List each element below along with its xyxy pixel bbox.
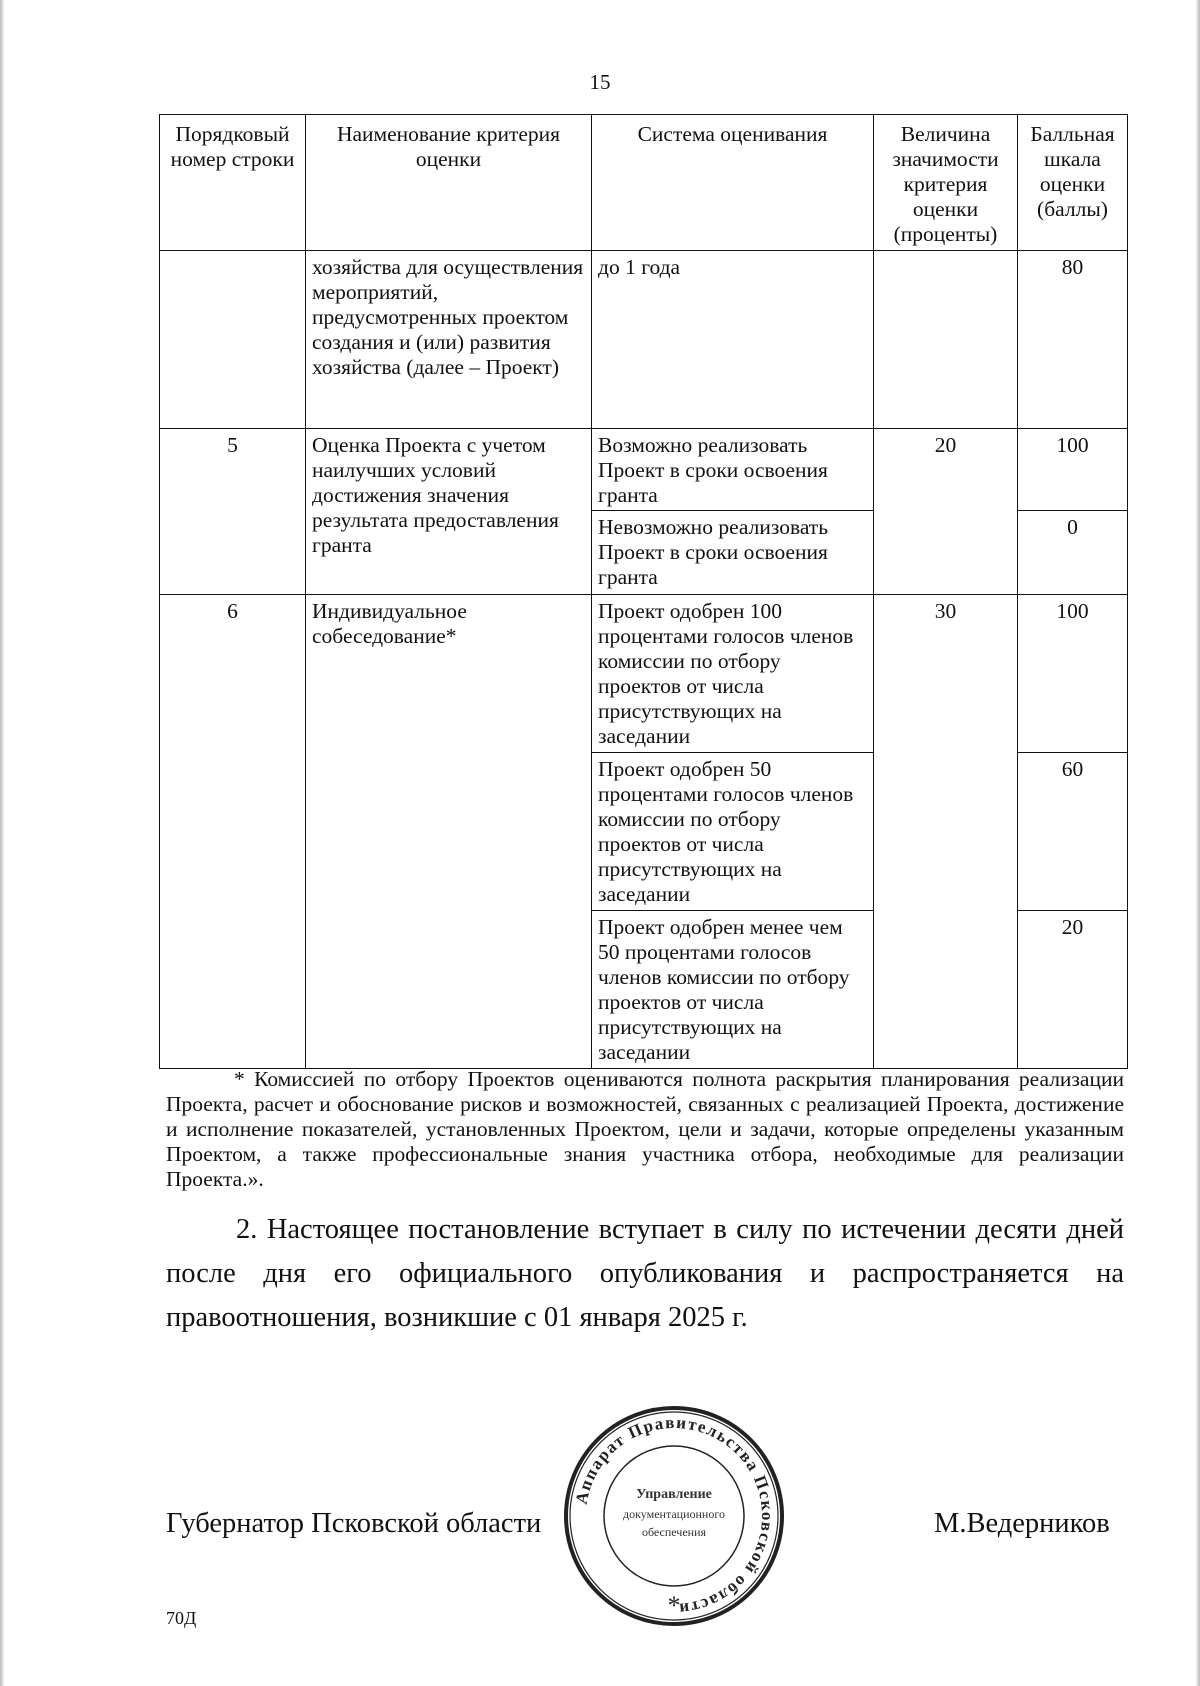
cell-score: 80 <box>1018 251 1128 429</box>
cell-weight: 20 <box>874 429 1018 595</box>
cell-evaluation-system: Невозможно реализовать Проект в сроки освоения гранта <box>592 511 874 595</box>
cell-criterion-name: хозяйства для осуществления мероприятий, предусмотренных проектом создания и (или) развития хозяйства (далее – Проект) <box>306 251 592 429</box>
header-weight: Величина значимости критерия оценки (проценты) <box>874 115 1018 251</box>
table-row <box>160 251 1128 429</box>
cell-criterion-name: Индивидуальное собеседование* <box>306 595 592 1069</box>
header-criterion-name: Наименование критерия оценки <box>306 115 592 251</box>
paragraph-effective-date: 2. Настоящее постановление вступает в силу по истечении десяти дней после дня его официального опубликования и распространяется на правоотношения, возникшие с 01 января 2025 г. <box>166 1214 1124 1333</box>
cell-weight <box>874 251 1018 429</box>
cell-criterion-name: Оценка Проекта с учетом наилучших условий достижения значения результата предоставления гранта <box>306 429 592 595</box>
scan-edge-right <box>1196 0 1200 1686</box>
cell-score: 100 <box>1018 429 1128 511</box>
signature-title: Губернатор Псковской области <box>166 1508 542 1539</box>
signature-name: М.Ведерников <box>934 1508 1110 1539</box>
header-row-number: Порядковый номер строки <box>160 115 306 251</box>
table-header-row <box>160 115 1128 251</box>
cell-score: 0 <box>1018 511 1128 595</box>
cell-row-number <box>160 251 306 429</box>
cell-evaluation-system: Возможно реализовать Проект в сроки освоения гранта <box>592 429 874 511</box>
cell-evaluation-system: до 1 года <box>592 251 874 429</box>
cell-evaluation-system: Проект одобрен 50 процентами голосов членов комиссии по отбору проектов от числа присутствующих на заседании <box>592 753 874 911</box>
cell-score: 20 <box>1018 911 1128 1069</box>
table-row <box>160 429 1128 511</box>
stamp-star-icon: * <box>667 1591 681 1620</box>
criteria-table <box>159 114 1128 1069</box>
header-evaluation-system: Система оценивания <box>592 115 874 251</box>
cell-row-number: 5 <box>160 429 306 595</box>
scan-edge-left <box>0 0 4 1686</box>
cell-weight: 30 <box>874 595 1018 1069</box>
page-number: 15 <box>589 70 611 94</box>
cell-score: 60 <box>1018 753 1128 911</box>
stamp-inner-line-1: Управление <box>636 1487 712 1502</box>
cell-row-number: 6 <box>160 595 306 1069</box>
footnote: * Комиссией по отбору Проектов оцениваются полнота раскрытия планирования реализации Проекта, расчет и обоснование рисков и возможностей, связанных с реализацией Проекта, достижение и исполнение показателей, установленных Проектом, цели и задачи, которые определены указанным Проектом, а также профессиональные знания участника отбора, необходимые для реализации Проекта.». <box>166 1067 1124 1191</box>
table-row <box>160 595 1128 753</box>
footer-code: 70Д <box>166 1608 197 1628</box>
stamp-inner-line-3: обеспечения <box>641 1525 707 1539</box>
stamp-inner-line-2: документационного <box>623 1507 725 1521</box>
stamp-outer-text: Аппарат Правительства Псковской области <box>571 1412 778 1620</box>
cell-evaluation-system: Проект одобрен 100 процентами голосов членов комиссии по отбору проектов от числа присутствующих на заседании <box>592 595 874 753</box>
header-score-scale: Балльная шкала оценки (баллы) <box>1018 115 1128 251</box>
cell-score: 100 <box>1018 595 1128 753</box>
cell-evaluation-system: Проект одобрен менее чем 50 процентами голосов членов комиссии по отбору проектов от числа присутствующих на заседании <box>592 911 874 1069</box>
official-stamp <box>562 1404 786 1628</box>
